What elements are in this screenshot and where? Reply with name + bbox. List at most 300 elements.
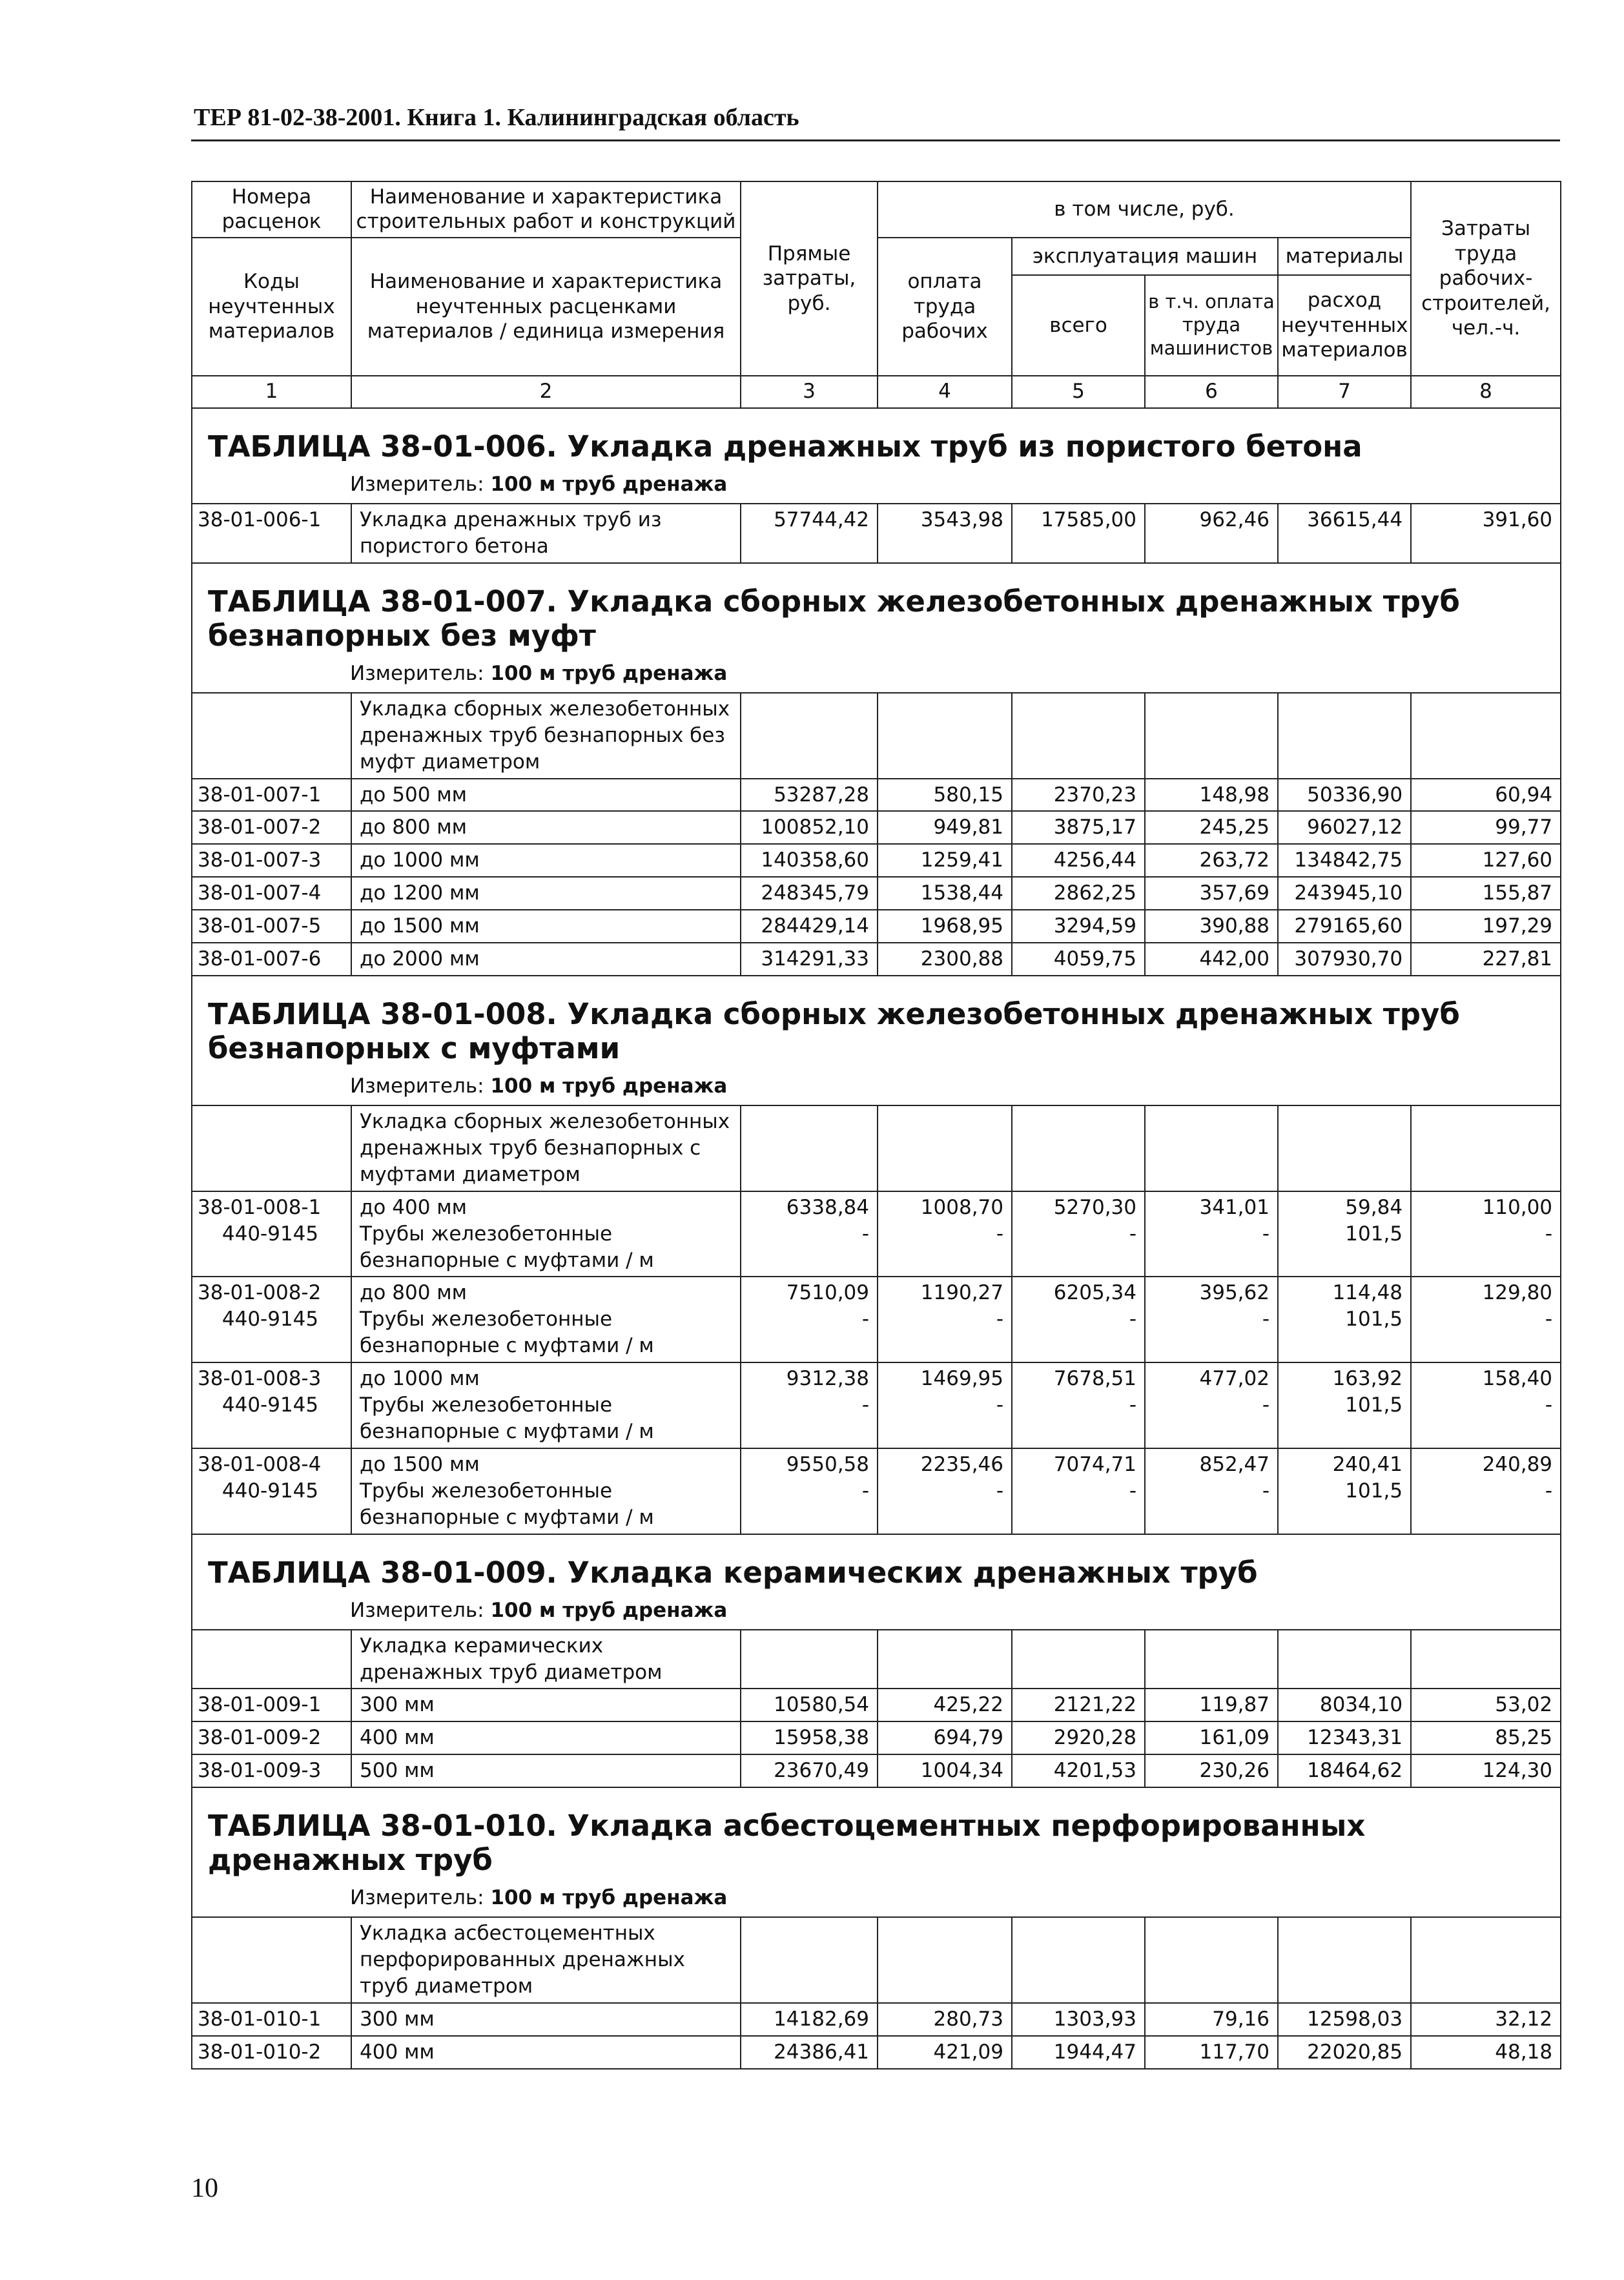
rate-code-value: 38-01-008-1 (198, 1195, 322, 1219)
worker-wages: 280,73 (878, 2003, 1012, 2036)
machines-total-value: 7678,51 (1053, 1367, 1136, 1391)
measure-row (192, 1071, 1561, 1105)
materials-value: 240,41 (1332, 1452, 1403, 1476)
measure-label: Измеритель: (350, 472, 484, 496)
work-name: до 1200 мм (351, 877, 741, 910)
column-number: 7 (1278, 376, 1411, 408)
measure-value: 100 м труб дренажа (490, 1074, 728, 1098)
group-empty-cell (878, 1917, 1012, 2003)
direct-costs: 100852,10 (741, 811, 878, 844)
column-number: 3 (741, 376, 878, 408)
rate-code: 38-01-010-1 (192, 2003, 351, 2036)
group-empty-cell (741, 1630, 878, 1689)
material-operator-wages: - (1262, 1222, 1269, 1246)
labor-hours: 155,87 (1411, 877, 1561, 910)
header-unaccounted-materials: расход неучтенных материалов (1278, 275, 1411, 376)
header-col1-bottom: Коды неучтенных материалов (192, 238, 351, 376)
material-work-name: Трубы железобетонные безнапорные с муфтами / м (360, 1479, 654, 1529)
group-row (192, 1630, 1561, 1689)
labor-hours (1411, 1191, 1561, 1277)
measure-label: Измеритель: (350, 661, 484, 685)
operator-wages: 230,26 (1145, 1754, 1278, 1787)
measure-label: Измеритель: (350, 1074, 484, 1098)
direct-costs (741, 1362, 878, 1448)
materials: 96027,12 (1278, 811, 1411, 844)
column-number-row (192, 376, 1561, 408)
group-empty-cell (878, 1105, 1012, 1191)
material-worker-wages: - (996, 1222, 1003, 1246)
group-description: Укладка сборных железобетонных дренажных труб безнапорных без муфт диаметром (351, 693, 741, 779)
materials (1278, 1277, 1411, 1362)
material-machines-total: - (1129, 1479, 1136, 1503)
group-description: Укладка асбестоцементных перфорированных дренажных труб диаметром (351, 1917, 741, 2003)
operator-wages: 148,98 (1145, 779, 1278, 812)
operator-wages: 79,16 (1145, 2003, 1278, 2036)
material-labor-hours: - (1545, 1222, 1553, 1246)
group-empty-cell (1411, 693, 1561, 779)
machines-total: 2121,22 (1012, 1689, 1145, 1721)
material-materials: 101,5 (1345, 1479, 1403, 1503)
header-worker-wages: оплата труда рабочих (878, 238, 1012, 376)
column-number: 4 (878, 376, 1012, 408)
machines-total: 3294,59 (1012, 910, 1145, 943)
direct-costs: 53287,28 (741, 779, 878, 812)
work-name-value: до 800 мм (360, 1281, 468, 1305)
direct-costs: 284429,14 (741, 910, 878, 943)
direct-costs: 23670,49 (741, 1754, 878, 1787)
rate-code-value: 38-01-008-3 (198, 1367, 322, 1391)
work-name: до 1000 мм (351, 844, 741, 877)
machines-total: 4256,44 (1012, 844, 1145, 877)
section-title: ТАБЛИЦА 38-01-006. Укладка дренажных труб из пористого бетона (192, 408, 1561, 469)
worker-wages: 1259,41 (878, 844, 1012, 877)
header-including: в том числе, руб. (878, 181, 1411, 238)
rate-code: 38-01-007-6 (192, 943, 351, 976)
machines-total: 2370,23 (1012, 779, 1145, 812)
machines-total: 1944,47 (1012, 2036, 1145, 2069)
work-name: 400 мм (351, 2036, 741, 2069)
table-row (192, 1689, 1561, 1721)
table-row (192, 2036, 1561, 2069)
worker-wages: 694,79 (878, 1721, 1012, 1754)
work-name (351, 1448, 741, 1534)
material-rate-code: 440-9145 (221, 1393, 319, 1417)
direct-costs: 15958,38 (741, 1721, 878, 1754)
labor-hours-value: 158,40 (1482, 1367, 1553, 1391)
material-rate-code: 440-9145 (221, 1222, 319, 1246)
group-description: Укладка керамических дренажных труб диаметром (351, 1630, 741, 1689)
table-row (192, 1721, 1561, 1754)
group-code-cell (192, 1630, 351, 1689)
table-row (192, 910, 1561, 943)
operator-wages: 357,69 (1145, 877, 1278, 910)
work-name-value: до 1500 мм (360, 1452, 480, 1476)
group-empty-cell (1145, 1630, 1278, 1689)
column-number: 5 (1012, 376, 1145, 408)
measure-row (192, 1595, 1561, 1630)
worker-wages: 2300,88 (878, 943, 1012, 976)
worker-wages (878, 1448, 1012, 1534)
operator-wages: 245,25 (1145, 811, 1278, 844)
work-name (351, 1191, 741, 1277)
materials: 36615,44 (1278, 504, 1411, 563)
group-empty-cell (1411, 1630, 1561, 1689)
material-rate-code: 440-9145 (221, 1479, 319, 1503)
rate-code: 38-01-009-2 (192, 1721, 351, 1754)
materials (1278, 1191, 1411, 1277)
material-machines-total: - (1129, 1393, 1136, 1417)
work-name: до 500 мм (351, 779, 741, 812)
labor-hours: 99,77 (1411, 811, 1561, 844)
labor-hours: 227,81 (1411, 943, 1561, 976)
work-name: 300 мм (351, 2003, 741, 2036)
group-row (192, 1917, 1561, 2003)
header-col2-top: Наименование и характеристика строительных работ и конструкций (351, 181, 741, 238)
group-empty-cell (1145, 693, 1278, 779)
group-empty-cell (741, 1917, 878, 2003)
operator-wages: 161,09 (1145, 1721, 1278, 1754)
operator-wages (1145, 1362, 1278, 1448)
section-title-row (192, 563, 1561, 658)
header-machines: эксплуатация машин (1012, 238, 1278, 275)
materials: 134842,75 (1278, 844, 1411, 877)
labor-hours-value: 110,00 (1482, 1195, 1553, 1219)
materials: 18464,62 (1278, 1754, 1411, 1787)
column-number: 1 (192, 376, 351, 408)
materials-value: 114,48 (1332, 1281, 1403, 1305)
material-direct-costs: - (861, 1393, 869, 1417)
materials (1278, 1448, 1411, 1534)
rate-code (192, 1362, 351, 1448)
work-name (351, 1362, 741, 1448)
labor-hours (1411, 1448, 1561, 1534)
rate-code: 38-01-007-2 (192, 811, 351, 844)
labor-hours (1411, 1277, 1561, 1362)
table-row (192, 1191, 1561, 1277)
worker-wages (878, 1277, 1012, 1362)
group-empty-cell (741, 1105, 878, 1191)
labor-hours: 127,60 (1411, 844, 1561, 877)
rate-code: 38-01-009-3 (192, 1754, 351, 1787)
measure-cell (192, 658, 1561, 693)
machines-total-value: 6205,34 (1053, 1281, 1136, 1305)
section-title: ТАБЛИЦА 38-01-007. Укладка сборных железобетонных дренажных труб безнапорных без муфт (192, 563, 1561, 658)
direct-costs: 140358,60 (741, 844, 878, 877)
measure-value: 100 м труб дренажа (490, 1886, 728, 1910)
operator-wages: 390,88 (1145, 910, 1278, 943)
column-number: 2 (351, 376, 741, 408)
group-empty-cell (1411, 1105, 1561, 1191)
labor-hours: 124,30 (1411, 1754, 1561, 1787)
material-work-name: Трубы железобетонные безнапорные с муфтами / м (360, 1222, 654, 1272)
machines-total: 2920,28 (1012, 1721, 1145, 1754)
page-header: ТЕР 81-02-38-2001. Книга 1. Калининградская область (194, 104, 799, 131)
rate-code-value: 38-01-008-2 (198, 1281, 322, 1305)
header-labor-costs: Затраты труда рабочих-строителей, чел.-ч. (1411, 181, 1561, 376)
table-row (192, 811, 1561, 844)
work-name: 400 мм (351, 1721, 741, 1754)
group-empty-cell (1012, 1630, 1145, 1689)
work-name-value: до 400 мм (360, 1195, 468, 1219)
header-direct-costs: Прямые затраты, руб. (741, 181, 878, 376)
worker-wages (878, 1362, 1012, 1448)
direct-costs: 314291,33 (741, 943, 878, 976)
work-name-value: до 1000 мм (360, 1367, 480, 1391)
worker-wages-value: 1190,27 (920, 1281, 1003, 1305)
measure-value: 100 м труб дренажа (490, 1598, 728, 1622)
machines-total (1012, 1191, 1145, 1277)
labor-hours-value: 240,89 (1482, 1452, 1553, 1476)
header-machines-total: всего (1012, 275, 1145, 376)
worker-wages: 949,81 (878, 811, 1012, 844)
rate-code-value: 38-01-008-4 (198, 1452, 322, 1476)
group-code-cell (192, 693, 351, 779)
machines-total: 4201,53 (1012, 1754, 1145, 1787)
worker-wages: 421,09 (878, 2036, 1012, 2069)
group-empty-cell (1411, 1917, 1561, 2003)
table-row (192, 1448, 1561, 1534)
materials: 12343,31 (1278, 1721, 1411, 1754)
table-row (192, 2003, 1561, 2036)
measure-cell (192, 469, 1561, 504)
material-labor-hours: - (1545, 1308, 1553, 1331)
table-row (192, 504, 1561, 563)
rate-code: 38-01-007-3 (192, 844, 351, 877)
labor-hours: 391,60 (1411, 504, 1561, 563)
material-rate-code: 440-9145 (221, 1308, 319, 1331)
worker-wages (878, 1191, 1012, 1277)
header-operator-wages: в т.ч. оплата труда машинистов (1145, 275, 1278, 376)
material-operator-wages: - (1262, 1393, 1269, 1417)
table-row (192, 877, 1561, 910)
work-name: до 1500 мм (351, 910, 741, 943)
work-name: 500 мм (351, 1754, 741, 1787)
rate-code (192, 1191, 351, 1277)
material-worker-wages: - (996, 1393, 1003, 1417)
materials: 279165,60 (1278, 910, 1411, 943)
materials: 8034,10 (1278, 1689, 1411, 1721)
work-name: Укладка дренажных труб из пористого бетона (351, 504, 741, 563)
operator-wages (1145, 1191, 1278, 1277)
rate-code: 38-01-006-1 (192, 504, 351, 563)
header-rule (191, 139, 1560, 141)
worker-wages-value: 1469,95 (920, 1367, 1003, 1391)
rate-code: 38-01-007-5 (192, 910, 351, 943)
work-name: до 2000 мм (351, 943, 741, 976)
operator-wages: 442,00 (1145, 943, 1278, 976)
labor-hours-value: 129,80 (1482, 1281, 1553, 1305)
measure-row (192, 469, 1561, 504)
table-row (192, 1277, 1561, 1362)
column-number: 6 (1145, 376, 1278, 408)
labor-hours: 197,29 (1411, 910, 1561, 943)
worker-wages: 1968,95 (878, 910, 1012, 943)
section-title-row (192, 976, 1561, 1071)
section-title-row (192, 1534, 1561, 1595)
table-row (192, 1362, 1561, 1448)
material-operator-wages: - (1262, 1308, 1269, 1331)
direct-costs: 248345,79 (741, 877, 878, 910)
worker-wages: 1004,34 (878, 1754, 1012, 1787)
machines-total: 1303,93 (1012, 2003, 1145, 2036)
section-title: ТАБЛИЦА 38-01-009. Укладка керамических дренажных труб (192, 1534, 1561, 1595)
machines-total (1012, 1448, 1145, 1534)
material-materials: 101,5 (1345, 1393, 1403, 1417)
material-machines-total: - (1129, 1222, 1136, 1246)
worker-wages-value: 2235,46 (920, 1452, 1003, 1476)
measure-label: Измеритель: (350, 1886, 484, 1910)
machines-total: 4059,75 (1012, 943, 1145, 976)
materials: 50336,90 (1278, 779, 1411, 812)
group-empty-cell (878, 1630, 1012, 1689)
materials: 12598,03 (1278, 2003, 1411, 2036)
rate-code: 38-01-007-4 (192, 877, 351, 910)
group-code-cell (192, 1105, 351, 1191)
operator-wages (1145, 1448, 1278, 1534)
group-empty-cell (1012, 1105, 1145, 1191)
table-row (192, 943, 1561, 976)
worker-wages: 3543,98 (878, 504, 1012, 563)
group-row (192, 1105, 1561, 1191)
measure-row (192, 1882, 1561, 1917)
direct-costs: 24386,41 (741, 2036, 878, 2069)
group-description: Укладка сборных железобетонных дренажных труб безнапорных с муфтами диаметром (351, 1105, 741, 1191)
machines-total: 2862,25 (1012, 877, 1145, 910)
measure-value: 100 м труб дренажа (490, 472, 728, 496)
group-empty-cell (1278, 1105, 1411, 1191)
operator-wages: 117,70 (1145, 2036, 1278, 2069)
header-materials: материалы (1278, 238, 1411, 275)
material-labor-hours: - (1545, 1393, 1553, 1417)
machines-total (1012, 1277, 1145, 1362)
materials (1278, 1362, 1411, 1448)
measure-cell (192, 1595, 1561, 1630)
group-empty-cell (1012, 693, 1145, 779)
work-name (351, 1277, 741, 1362)
direct-costs (741, 1277, 878, 1362)
measure-value: 100 м труб дренажа (490, 661, 728, 685)
material-work-name: Трубы железобетонные безнапорные с муфтами / м (360, 1308, 654, 1358)
group-empty-cell (1278, 1917, 1411, 2003)
group-code-cell (192, 1917, 351, 2003)
section-title-row (192, 1787, 1561, 1882)
labor-hours: 48,18 (1411, 2036, 1561, 2069)
material-direct-costs: - (861, 1308, 869, 1331)
direct-costs: 14182,69 (741, 2003, 878, 2036)
labor-hours: 60,94 (1411, 779, 1561, 812)
table-row (192, 779, 1561, 812)
material-machines-total: - (1129, 1308, 1136, 1331)
group-empty-cell (1145, 1917, 1278, 2003)
direct-costs: 10580,54 (741, 1689, 878, 1721)
machines-total: 17585,00 (1012, 504, 1145, 563)
operator-wages-value: 852,47 (1199, 1452, 1269, 1476)
price-table (191, 181, 1561, 2069)
direct-costs-value: 9312,38 (786, 1367, 869, 1391)
labor-hours: 32,12 (1411, 2003, 1561, 2036)
material-worker-wages: - (996, 1479, 1003, 1503)
table-row (192, 844, 1561, 877)
operator-wages-value: 341,01 (1199, 1195, 1269, 1219)
labor-hours: 85,25 (1411, 1721, 1561, 1754)
material-work-name: Трубы железобетонные безнапорные с муфтами / м (360, 1393, 654, 1443)
section-title: ТАБЛИЦА 38-01-008. Укладка сборных железобетонных дренажных труб безнапорных с муфтами (192, 976, 1561, 1071)
group-empty-cell (741, 693, 878, 779)
material-operator-wages: - (1262, 1479, 1269, 1503)
materials: 22020,85 (1278, 2036, 1411, 2069)
materials-value: 59,84 (1345, 1195, 1403, 1219)
operator-wages-value: 395,62 (1199, 1281, 1269, 1305)
rate-code (192, 1448, 351, 1534)
measure-label: Измеритель: (350, 1598, 484, 1622)
direct-costs (741, 1448, 878, 1534)
rate-code: 38-01-009-1 (192, 1689, 351, 1721)
operator-wages: 962,46 (1145, 504, 1278, 563)
worker-wages-value: 1008,70 (920, 1195, 1003, 1219)
direct-costs-value: 6338,84 (786, 1195, 869, 1219)
rate-code: 38-01-010-2 (192, 2036, 351, 2069)
operator-wages: 119,87 (1145, 1689, 1278, 1721)
worker-wages: 1538,44 (878, 877, 1012, 910)
page-number: 10 (191, 2173, 218, 2203)
section-title-row (192, 408, 1561, 469)
materials-value: 163,92 (1332, 1367, 1403, 1391)
operator-wages: 263,72 (1145, 844, 1278, 877)
measure-cell (192, 1071, 1561, 1105)
group-empty-cell (1145, 1105, 1278, 1191)
material-labor-hours: - (1545, 1479, 1553, 1503)
group-empty-cell (1278, 693, 1411, 779)
materials: 243945,10 (1278, 877, 1411, 910)
work-name: 300 мм (351, 1689, 741, 1721)
materials: 307930,70 (1278, 943, 1411, 976)
group-empty-cell (878, 693, 1012, 779)
machines-total-value: 7074,71 (1053, 1452, 1136, 1476)
group-row (192, 693, 1561, 779)
direct-costs-value: 9550,58 (786, 1452, 869, 1476)
machines-total-value: 5270,30 (1053, 1195, 1136, 1219)
rate-code (192, 1277, 351, 1362)
operator-wages (1145, 1277, 1278, 1362)
machines-total: 3875,17 (1012, 811, 1145, 844)
work-name: до 800 мм (351, 811, 741, 844)
material-materials: 101,5 (1345, 1308, 1403, 1331)
machines-total (1012, 1362, 1145, 1448)
measure-row (192, 658, 1561, 693)
material-direct-costs: - (861, 1222, 869, 1246)
worker-wages: 580,15 (878, 779, 1012, 812)
labor-hours: 53,02 (1411, 1689, 1561, 1721)
direct-costs (741, 1191, 878, 1277)
group-empty-cell (1012, 1917, 1145, 2003)
header-col2-bottom: Наименование и характеристика неучтенных расценками материалов / единица измерения (351, 238, 741, 376)
direct-costs: 57744,42 (741, 504, 878, 563)
material-worker-wages: - (996, 1308, 1003, 1331)
rate-code: 38-01-007-1 (192, 779, 351, 812)
header-col1-top: Номера расценок (192, 181, 351, 238)
group-empty-cell (1278, 1630, 1411, 1689)
measure-cell (192, 1882, 1561, 1917)
material-materials: 101,5 (1345, 1222, 1403, 1246)
operator-wages-value: 477,02 (1199, 1367, 1269, 1391)
labor-hours (1411, 1362, 1561, 1448)
material-direct-costs: - (861, 1479, 869, 1503)
worker-wages: 425,22 (878, 1689, 1012, 1721)
table-row (192, 1754, 1561, 1787)
column-number: 8 (1411, 376, 1561, 408)
section-title: ТАБЛИЦА 38-01-010. Укладка асбестоцементных перфорированных дренажных труб (192, 1787, 1561, 1882)
direct-costs-value: 7510,09 (786, 1281, 869, 1305)
